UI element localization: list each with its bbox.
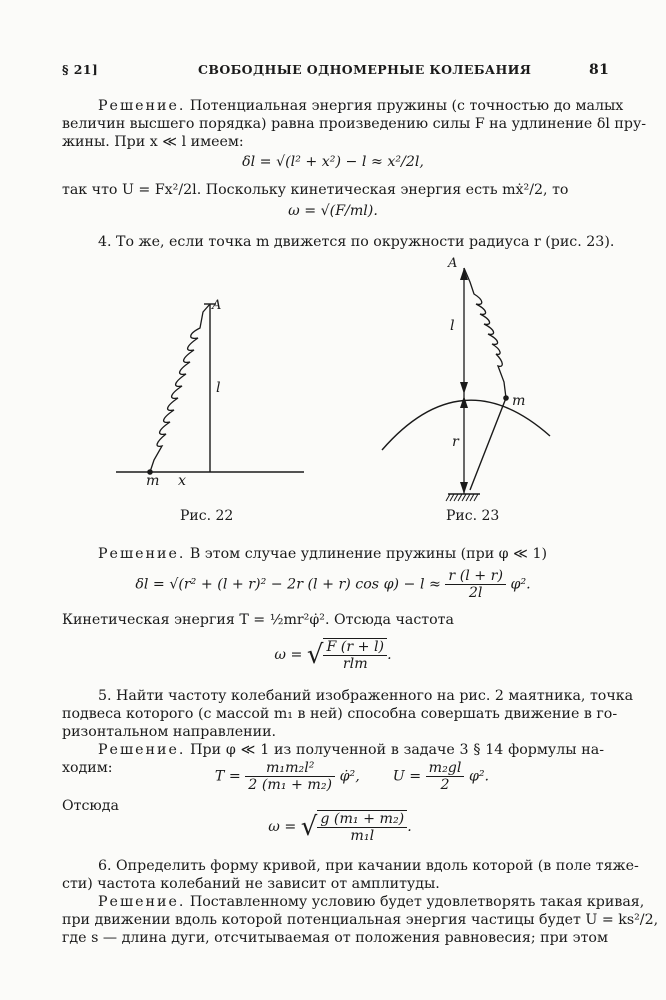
page-number: 81 [589,62,610,78]
fig22-label-l: l [216,380,221,396]
fig23-label-r: r [452,434,459,450]
sol6-line1: Решение. Поставленному условию будет удовлетворять такая кривая, [98,894,645,910]
solution-word: Решение. [98,894,186,910]
sol5-line1: Решение. При φ ≪ 1 из полученной в задаче 3 § 14 формулы на- [98,742,605,758]
formula-omega4: ω = √ $\frac{F (r + l)}{\text{rlm}}$ . [274,639,392,672]
fraction: $\frac{\text{g (m₁ + m₂)}}{\text{m₁l}}$ [317,810,407,844]
fig22-label-A: A [212,298,222,313]
fig23-radius-line [470,398,506,490]
fig23-arrow-r-top [460,396,468,408]
fig22-label-m: m [146,473,160,489]
problem6-line2: сти) частота колебаний не зависит от амплитуды. [62,876,440,892]
sol4-line2: Кинетическая энергия T = ½mr²φ̇². Отсюда частота [62,612,454,628]
problem5-line1: 5. Найти частоту колебаний изображенного на рис. 2 маятника, точка [98,688,634,704]
fig23-mass-point [503,395,509,401]
figure-22 [110,290,310,490]
solution-word: Решение. [98,98,186,114]
sol4-line1: Решение. В этом случае удлинение пружины (при φ ≪ 1) [98,546,548,562]
formula-dl-fig23: δl = √(r² + (l + r)² − 2r (l + r) cos φ) − l ≈ $\frac{r (l + r)}{2l}$ φ². [135,568,531,601]
fraction: $\frac{\text{m₁m₂l²}}{\text{2 (m₁ + m₂)}}$ [245,760,335,793]
solution-word: Решение. [98,742,186,758]
fig23-spring [464,268,506,398]
fig22-spring [150,304,210,472]
fraction: $\frac{r (l + r)}{2l}$ [445,568,506,601]
sol1-line3: жины. При x ≪ l имеем: [62,134,244,150]
running-title: СВОБОДНЫЕ ОДНОМЕРНЫЕ КОЛЕБАНИЯ [198,62,532,77]
sol5-line2: ходим: [62,760,113,776]
sqrt-sign: √ [300,812,318,842]
fig23-arrow-l-bottom [460,382,468,394]
sol1-line1: Решение. Потенциальная энергия пружины (с точностью до малых [98,98,624,114]
problem4-text: 4. То же, если точка m движется по окружности радиуса r (рис. 23). [98,234,615,250]
formula-omega1: ω = √(F/ml). [288,203,378,219]
fig23-ground-hatch [446,494,478,501]
problem5-line3: ризонтальном направлении. [62,724,277,740]
figure-23 [378,258,558,508]
sol6-line2: при движении вдоль которой потенциальная энергия частицы будет U = ks²/2, [62,912,659,928]
sol1-line4: так что U = Fx²/2l. Поскольку кинетическая энергия есть mẋ²/2, то [62,182,569,198]
formula-T-U: T = $\frac{\text{m₁m₂l²}}{\text{2 (m₁ + m₂)}}$ φ̇², U = $\frac{\text{m₂gl}}{2}$ φ². [214,760,490,793]
sol6-line3: где s — длина дуги, отсчитываемая от положения равновесия; при этом [62,930,608,946]
fig23-arrow-r-bottom [460,482,468,494]
fig23-label-A: A [448,256,458,271]
otsyuda-text: Отсюда [62,798,119,814]
formula-omega5: ω = √ $\frac{\text{g (m₁ + m₂)}}{\text{m₁l}}$ . [268,811,412,844]
solution-word: Решение. [98,546,186,562]
problem5-line2: подвеса которого (с массой m₁ в ней) способна совершать движение в го- [62,706,618,722]
fig23-label-l: l [450,318,455,334]
fraction: $\frac{F (r + l)}{\text{rlm}}$ [323,638,387,672]
fig22-label-x: x [178,473,187,489]
sol1-line2: величин высшего порядка) равна произведению силы F на удлинение δl пру- [62,116,647,132]
fig23-caption: Рис. 23 [446,508,500,524]
formula-dl-fig22: δl = √(l² + x²) − l ≈ x²/2l, [242,154,424,170]
fig22-caption: Рис. 22 [180,508,234,524]
sqrt-sign: √ [306,640,324,670]
fig23-label-m: m [512,393,526,409]
fraction: $\frac{\text{m₂gl}}{2}$ [426,760,465,793]
section-number: § 21] [62,62,99,77]
problem6-line1: 6. Определить форму кривой, при качании вдоль которой (в поле тяже- [98,858,639,874]
